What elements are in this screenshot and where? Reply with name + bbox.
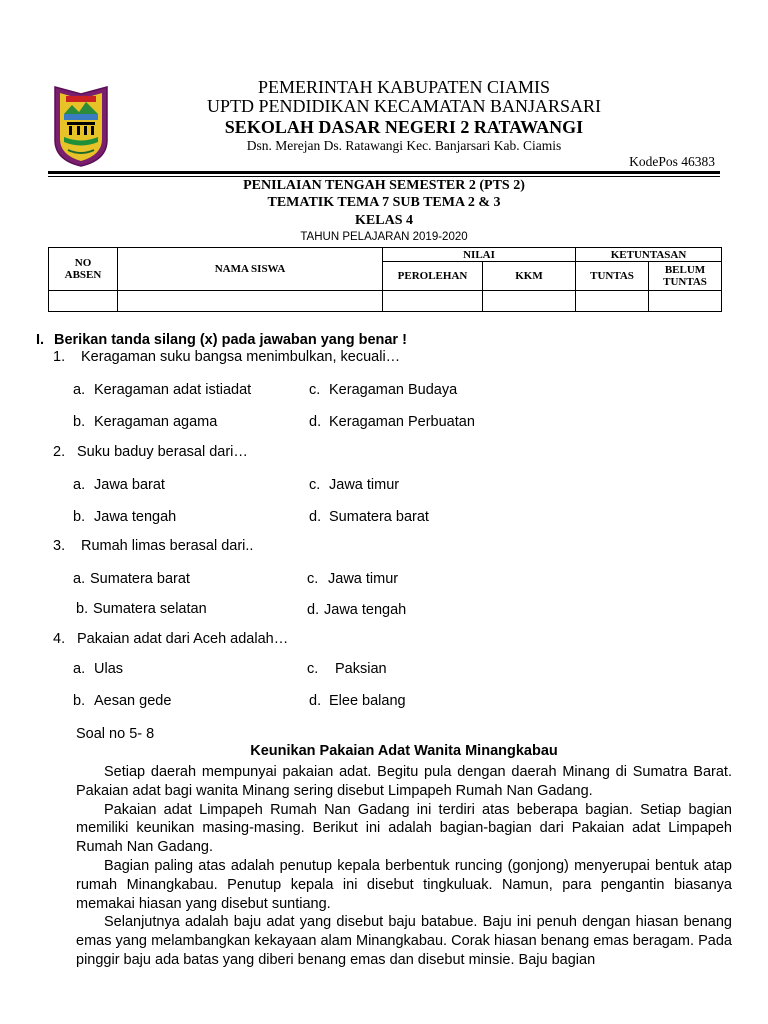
q1-option-b[interactable] <box>73 414 217 430</box>
option-text: Sumatera barat <box>329 509 429 525</box>
district-emblem-logo <box>52 84 110 168</box>
header-no-absen: NO ABSEN <box>49 248 118 291</box>
option-text: Elee balang <box>329 693 406 709</box>
instruction-text: Berikan tanda silang (x) pada jawaban yang benar ! <box>54 332 407 348</box>
academic-year: TAHUN PELAJARAN 2019-2020 <box>300 231 468 243</box>
option-letter: a. <box>73 661 86 677</box>
question-number: 2. <box>53 444 66 460</box>
question-3 <box>53 538 253 554</box>
header-nama-siswa: NAMA SISWA <box>118 248 383 291</box>
question-number: 4. <box>53 631 66 647</box>
option-letter: b. <box>73 414 86 430</box>
option-letter: c. <box>309 477 321 493</box>
option-letter: b. <box>73 509 86 525</box>
passage-paragraph-3: Bagian paling atas adalah penutup kepala berbentuk runcing (gonjong) menyerupai bentuk atap rumah Minangkabau. Penutup kepala ini disebut tingkuluak. Namun, para pengantin biasanya memakai hiasan yang disebut suntiang. <box>76 857 732 912</box>
q1-option-d[interactable] <box>309 414 475 430</box>
section-number: I. <box>36 332 45 348</box>
option-letter: b. <box>76 601 89 617</box>
question-number: 1. <box>53 349 66 365</box>
option-letter: d. <box>309 693 322 709</box>
header-perolehan: PEROLEHAN <box>383 262 483 290</box>
section-instruction <box>36 332 407 348</box>
q1-option-a[interactable] <box>73 382 251 398</box>
header-tuntas: TUNTAS <box>576 262 649 290</box>
option-letter: d. <box>309 509 322 525</box>
postal-code: KodePos 46383 <box>629 154 715 169</box>
question-text: Rumah limas berasal dari.. <box>81 538 254 554</box>
header-nilai: NILAI <box>383 248 576 262</box>
option-text: Jawa tengah <box>94 509 177 525</box>
passage-paragraph-4: Selanjutnya adalah baju adat yang disebut baju batabue. Baju ini penuh dengan hiasan benang emas yang melambangkan kekayaan alam Minangkabau. Corak hiasan benang emas beragam. Pada pinggir baju ada batas yang diberi benang emas dan disebut minsie. Baju bagian <box>76 914 732 968</box>
option-text: Jawa timur <box>328 571 399 587</box>
option-text: Keragaman Budaya <box>329 382 458 398</box>
option-text: Jawa barat <box>94 477 165 493</box>
header-kkm: KKM <box>483 262 576 290</box>
cell-kkm[interactable] <box>483 290 576 311</box>
q3-option-c[interactable] <box>307 571 398 587</box>
question-text: Keragaman suku bangsa menimbulkan, kecuali… <box>81 349 401 365</box>
question-text: Suku baduy berasal dari… <box>77 444 248 460</box>
option-letter: a. <box>73 477 86 493</box>
school-name: SEKOLAH DASAR NEGERI 2 RATAWANGI <box>224 117 584 137</box>
q2-option-d[interactable] <box>309 509 429 525</box>
option-text: Aesan gede <box>94 693 172 709</box>
letterhead-rule-thick <box>48 171 720 174</box>
option-text: Jawa timur <box>329 477 400 493</box>
option-letter: a. <box>73 382 86 398</box>
option-text: Keragaman adat istiadat <box>94 382 252 398</box>
option-text: Keragaman agama <box>94 414 218 430</box>
option-letter: c. <box>307 571 319 587</box>
letterhead-rule-thin <box>48 176 720 177</box>
cell-nama-siswa[interactable] <box>118 290 383 311</box>
passage-question-range: Soal no 5- 8 <box>76 726 155 742</box>
header-ketuntasan: KETUNTASAN <box>576 248 722 262</box>
option-text: Jawa tengah <box>324 602 407 618</box>
cell-perolehan[interactable] <box>383 290 483 311</box>
option-letter: b. <box>73 693 86 709</box>
question-number: 3. <box>53 538 66 554</box>
option-letter: d. <box>309 414 322 430</box>
exam-class: KELAS 4 <box>355 213 413 228</box>
cell-tuntas[interactable] <box>576 290 649 311</box>
q3-option-a[interactable] <box>73 571 190 587</box>
school-address: Dsn. Merejan Ds. Ratawangi Kec. Banjarsari Kab. Ciamis <box>246 138 562 153</box>
q4-option-d[interactable] <box>309 693 406 709</box>
q4-option-c[interactable] <box>307 661 387 677</box>
q3-option-b[interactable] <box>76 601 207 617</box>
q3-option-d[interactable] <box>307 602 406 618</box>
passage-paragraph-1: Setiap daerah mempunyai pakaian adat. Begitu pula dengan daerah Minang di Sumatra Barat. Pakaian adat bagi wanita Minang sering disebut Limpapeh Rumah Nan Gadang. <box>76 764 732 799</box>
option-letter: d. <box>307 602 320 618</box>
question-text: Pakaian adat dari Aceh adalah… <box>77 631 289 647</box>
q2-option-a[interactable] <box>73 477 165 493</box>
question-4 <box>53 631 288 647</box>
passage-paragraph-2: Pakaian adat Limpapeh Rumah Nan Gadang ini terdiri atas beberapa bagian. Setiap bagian memiliki keunikan masing-masing. Berikut ini adalah bagian-bagian dari Pakaian adat Limpapeh Rumah Nan Gadang. <box>76 801 732 856</box>
option-text: Ulas <box>94 661 124 677</box>
exam-theme: TEMATIK TEMA 7 SUB TEMA 2 & 3 <box>267 195 501 210</box>
q2-option-b[interactable] <box>73 509 176 525</box>
education-office-name: UPTD PENDIDIKAN KECAMATAN BANJARSARI <box>206 96 602 116</box>
question-2 <box>53 444 248 460</box>
government-name: PEMERINTAH KABUPATEN CIAMIS <box>258 77 550 97</box>
option-text: Paksian <box>335 661 387 677</box>
option-text: Sumatera selatan <box>93 601 207 617</box>
score-table <box>48 247 722 312</box>
cell-belum-tuntas[interactable] <box>649 290 722 311</box>
q2-option-c[interactable] <box>309 477 399 493</box>
exam-title: PENILAIAN TENGAH SEMESTER 2 (PTS 2) <box>243 178 525 193</box>
q4-option-b[interactable] <box>73 693 171 709</box>
cell-no-absen[interactable] <box>49 290 118 311</box>
option-letter: c. <box>309 382 321 398</box>
q1-option-c[interactable] <box>309 382 457 398</box>
option-letter: c. <box>307 661 319 677</box>
header-belum-tuntas: BELUM TUNTAS <box>649 262 722 290</box>
question-1 <box>53 349 400 365</box>
reading-passage <box>76 763 732 970</box>
passage-title: Keunikan Pakaian Adat Wanita Minangkabau <box>250 743 558 759</box>
q4-option-a[interactable] <box>73 661 123 677</box>
option-text: Sumatera barat <box>90 571 190 587</box>
option-letter: a. <box>73 571 86 587</box>
option-text: Keragaman Perbuatan <box>329 414 475 430</box>
